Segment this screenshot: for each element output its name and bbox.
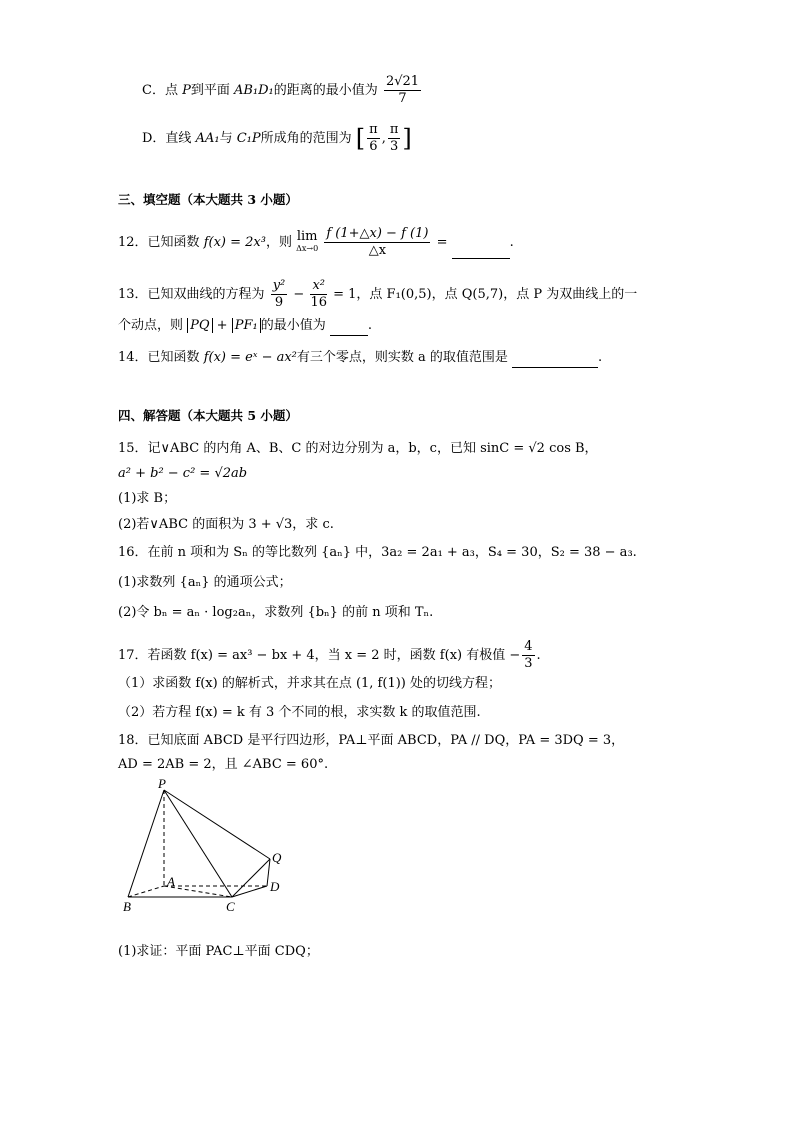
- label-B: B: [123, 899, 131, 914]
- label-P: P: [158, 776, 166, 791]
- question-16-part2: (2)令 bₙ = aₙ · log₂aₙ，求数列 {bₙ} 的前 n 项和 Tₙ.: [118, 605, 434, 620]
- answer-blank[interactable]: [330, 321, 368, 336]
- question-18-part1: (1)求证：平面 PAC⊥平面 CDQ；: [118, 944, 319, 959]
- fraction: $\frac{f (1+\triangle x) - f (1)}{\triangle x}$: [326, 226, 429, 258]
- question-16-line1: 16．在前 n 项和为 Sₙ 的等比数列 {aₙ} 中，3a₂ = 2a₁ + a₃，S₄ = 30，S₂ = 38 − a₃.: [118, 545, 637, 560]
- edge-PQ: [164, 790, 270, 859]
- label-D: D: [270, 879, 280, 894]
- option-c: C．点 P到平面 AB₁D₁的距离的最小值为 $\frac{2√21}{7}$: [142, 74, 420, 106]
- question-15-part2: (2)若∨ABC 的面积为 3 + √3，求 c.: [118, 517, 334, 532]
- question-13-line2: 个动点，则 PQ + PF₁ 的最小值为 .: [118, 316, 372, 336]
- fraction: $\frac{\text{y²}}{9}$: [272, 278, 286, 310]
- answer-blank[interactable]: [452, 244, 510, 259]
- question-15-line1: 15．记∨ABC 的内角 A、B、C 的对边分别为 a，b，c，已知 sinC = √2 cos B，: [118, 441, 598, 456]
- question-16-part1: (1)求数列 {aₙ} 的通项公式；: [118, 575, 292, 590]
- question-12: 12．已知函数 f(x) = 2x³，则 lim Δx→0 $\frac{f (1+\triangle x) - f (1)}{\triangle x}$ = .: [118, 226, 514, 258]
- answer-blank[interactable]: [512, 353, 598, 368]
- label-A: A: [167, 874, 175, 889]
- question-15-part1: (1)求 B；: [118, 491, 177, 506]
- label-Q: Q: [272, 850, 282, 865]
- fraction: $\frac{4}{3}$: [524, 639, 533, 671]
- question-17-part1: （1）求函数 f(x) 的解析式，并求其在点 (1, f(1)) 处的切线方程；: [118, 676, 501, 691]
- question-18-line2: AD = 2AB = 2，且 ∠ABC = 60°.: [118, 757, 329, 772]
- fraction: $\frac{\pi}{3}$: [389, 122, 399, 154]
- label-C: C: [226, 899, 235, 914]
- question-17-part2: （2）若方程 f(x) = k 有 3 个不同的根，求实数 k 的取值范围.: [118, 705, 481, 720]
- question-14: 14．已知函数 f(x) = eˣ − ax²有三个零点，则实数 a 的取值范围是 .: [118, 348, 602, 368]
- edge-BA: [128, 886, 164, 897]
- question-17-line1: 17．若函数 f(x) = ax³ − bx + 4，当 x = 2 时，函数 f(x) 有极值 − $\frac{4}{3}$ .: [118, 639, 541, 671]
- question-18-line1: 18．已知底面 ABCD 是平行四边形，PA⊥平面 ABCD，PA // DQ，PA = 3DQ = 3，: [118, 733, 625, 748]
- question-13-line1: 13．已知双曲线的方程为 $\frac{\text{y²}}{9}$ − $\frac{\text{x²}}{16}$ = 1，点 F₁(0,5)，点 Q(5,7)，点 P 为双曲线上的一: [118, 278, 638, 310]
- fraction: $\frac{2√21}{7}$: [385, 74, 420, 106]
- section-heading: 三、填空题（本大题共 3 小题）: [118, 192, 298, 207]
- edge-PB: [128, 790, 164, 897]
- fraction: $\frac{\pi}{6}$: [369, 122, 378, 154]
- geometry-figure: [118, 776, 298, 938]
- question-15-line2: a² + b² − c² = √2ab: [118, 466, 248, 481]
- option-d: D．直线 AA₁与 C₁P所成角的范围为 [ $\frac{\pi}{6}$ , $\frac{\pi}{3}$ ]: [142, 122, 412, 154]
- fraction: $\frac{\text{x²}}{16}$: [310, 278, 327, 310]
- section-heading: 四、解答题（本大题共 5 小题）: [118, 408, 298, 423]
